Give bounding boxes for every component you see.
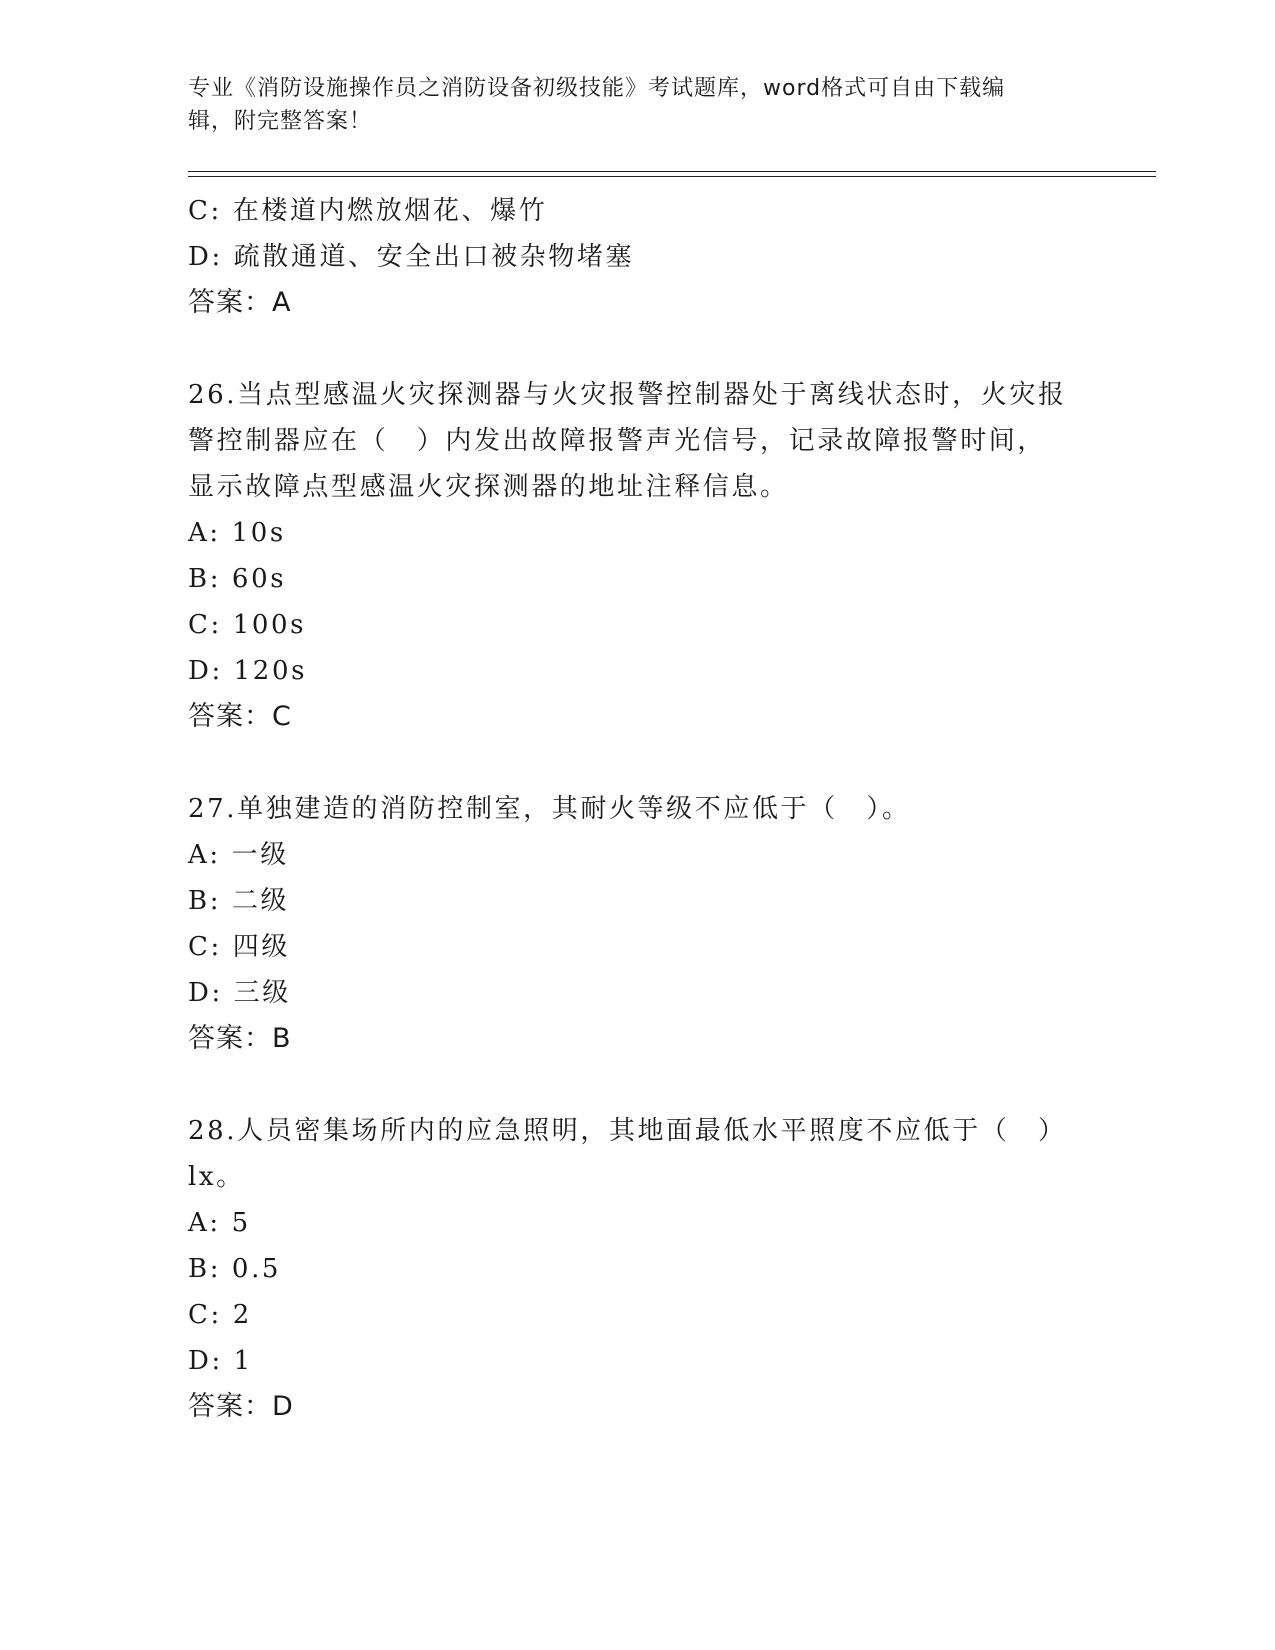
question-spacer [188, 740, 1118, 786]
question-28 [188, 1108, 1118, 1430]
option-a: A: 一级 [188, 840, 289, 870]
option-d: D: 疏散通道、安全出口被杂物堵塞 [188, 242, 635, 272]
option-b: B: 0.5 [188, 1254, 282, 1284]
option-a: A: 10s [188, 518, 286, 548]
question-text-line: 28.人员密集场所内的应急照明，其地面最低水平照度不应低于（ ） [188, 1116, 1067, 1146]
question-spacer [188, 326, 1118, 372]
question-spacer [188, 1062, 1118, 1108]
question-list [188, 188, 1118, 1430]
question-text-line: 26.当点型感温火灾探测器与火灾报警控制器处于离线状态时，火灾报 [188, 380, 1067, 410]
header-line-1: 专业《消防设施操作员之消防设备初级技能》考试题库，word格式可自由下载编 [188, 76, 1006, 101]
header-rule-top [188, 171, 1156, 172]
option-d: D: 1 [188, 1346, 253, 1376]
question-fragment-25 [188, 188, 1118, 326]
option-d: D: 三级 [188, 978, 291, 1008]
option-c: C: 100s [188, 610, 307, 640]
header-line-2: 辑，附完整答案！ [188, 109, 373, 134]
option-d: D: 120s [188, 656, 308, 686]
question-text-line: 警控制器应在（ ）内发出故障报警声光信号，记录故障报警时间， [188, 426, 1047, 456]
question-text-line: 27.单独建造的消防控制室，其耐火等级不应低于（ ）。 [188, 794, 911, 824]
answer-line: 答案：C [188, 701, 292, 732]
option-c: C: 2 [188, 1300, 252, 1330]
answer-line: 答案：B [188, 1023, 292, 1054]
option-a: A: 5 [188, 1208, 251, 1238]
option-c: C: 四级 [188, 932, 290, 962]
document-header [188, 72, 1088, 138]
header-rule-bottom [188, 176, 1156, 177]
option-b: B: 60s [188, 564, 287, 594]
question-text-line: lx。 [188, 1162, 245, 1192]
question-text-line: 显示故障点型感温火灾探测器的地址注释信息。 [188, 472, 789, 502]
option-c: C: 在楼道内燃放烟花、爆竹 [188, 196, 548, 226]
question-27 [188, 786, 1118, 1062]
answer-line: 答案：A [188, 287, 292, 318]
option-b: B: 二级 [188, 886, 290, 916]
question-26 [188, 372, 1118, 740]
answer-line: 答案：D [188, 1391, 294, 1422]
